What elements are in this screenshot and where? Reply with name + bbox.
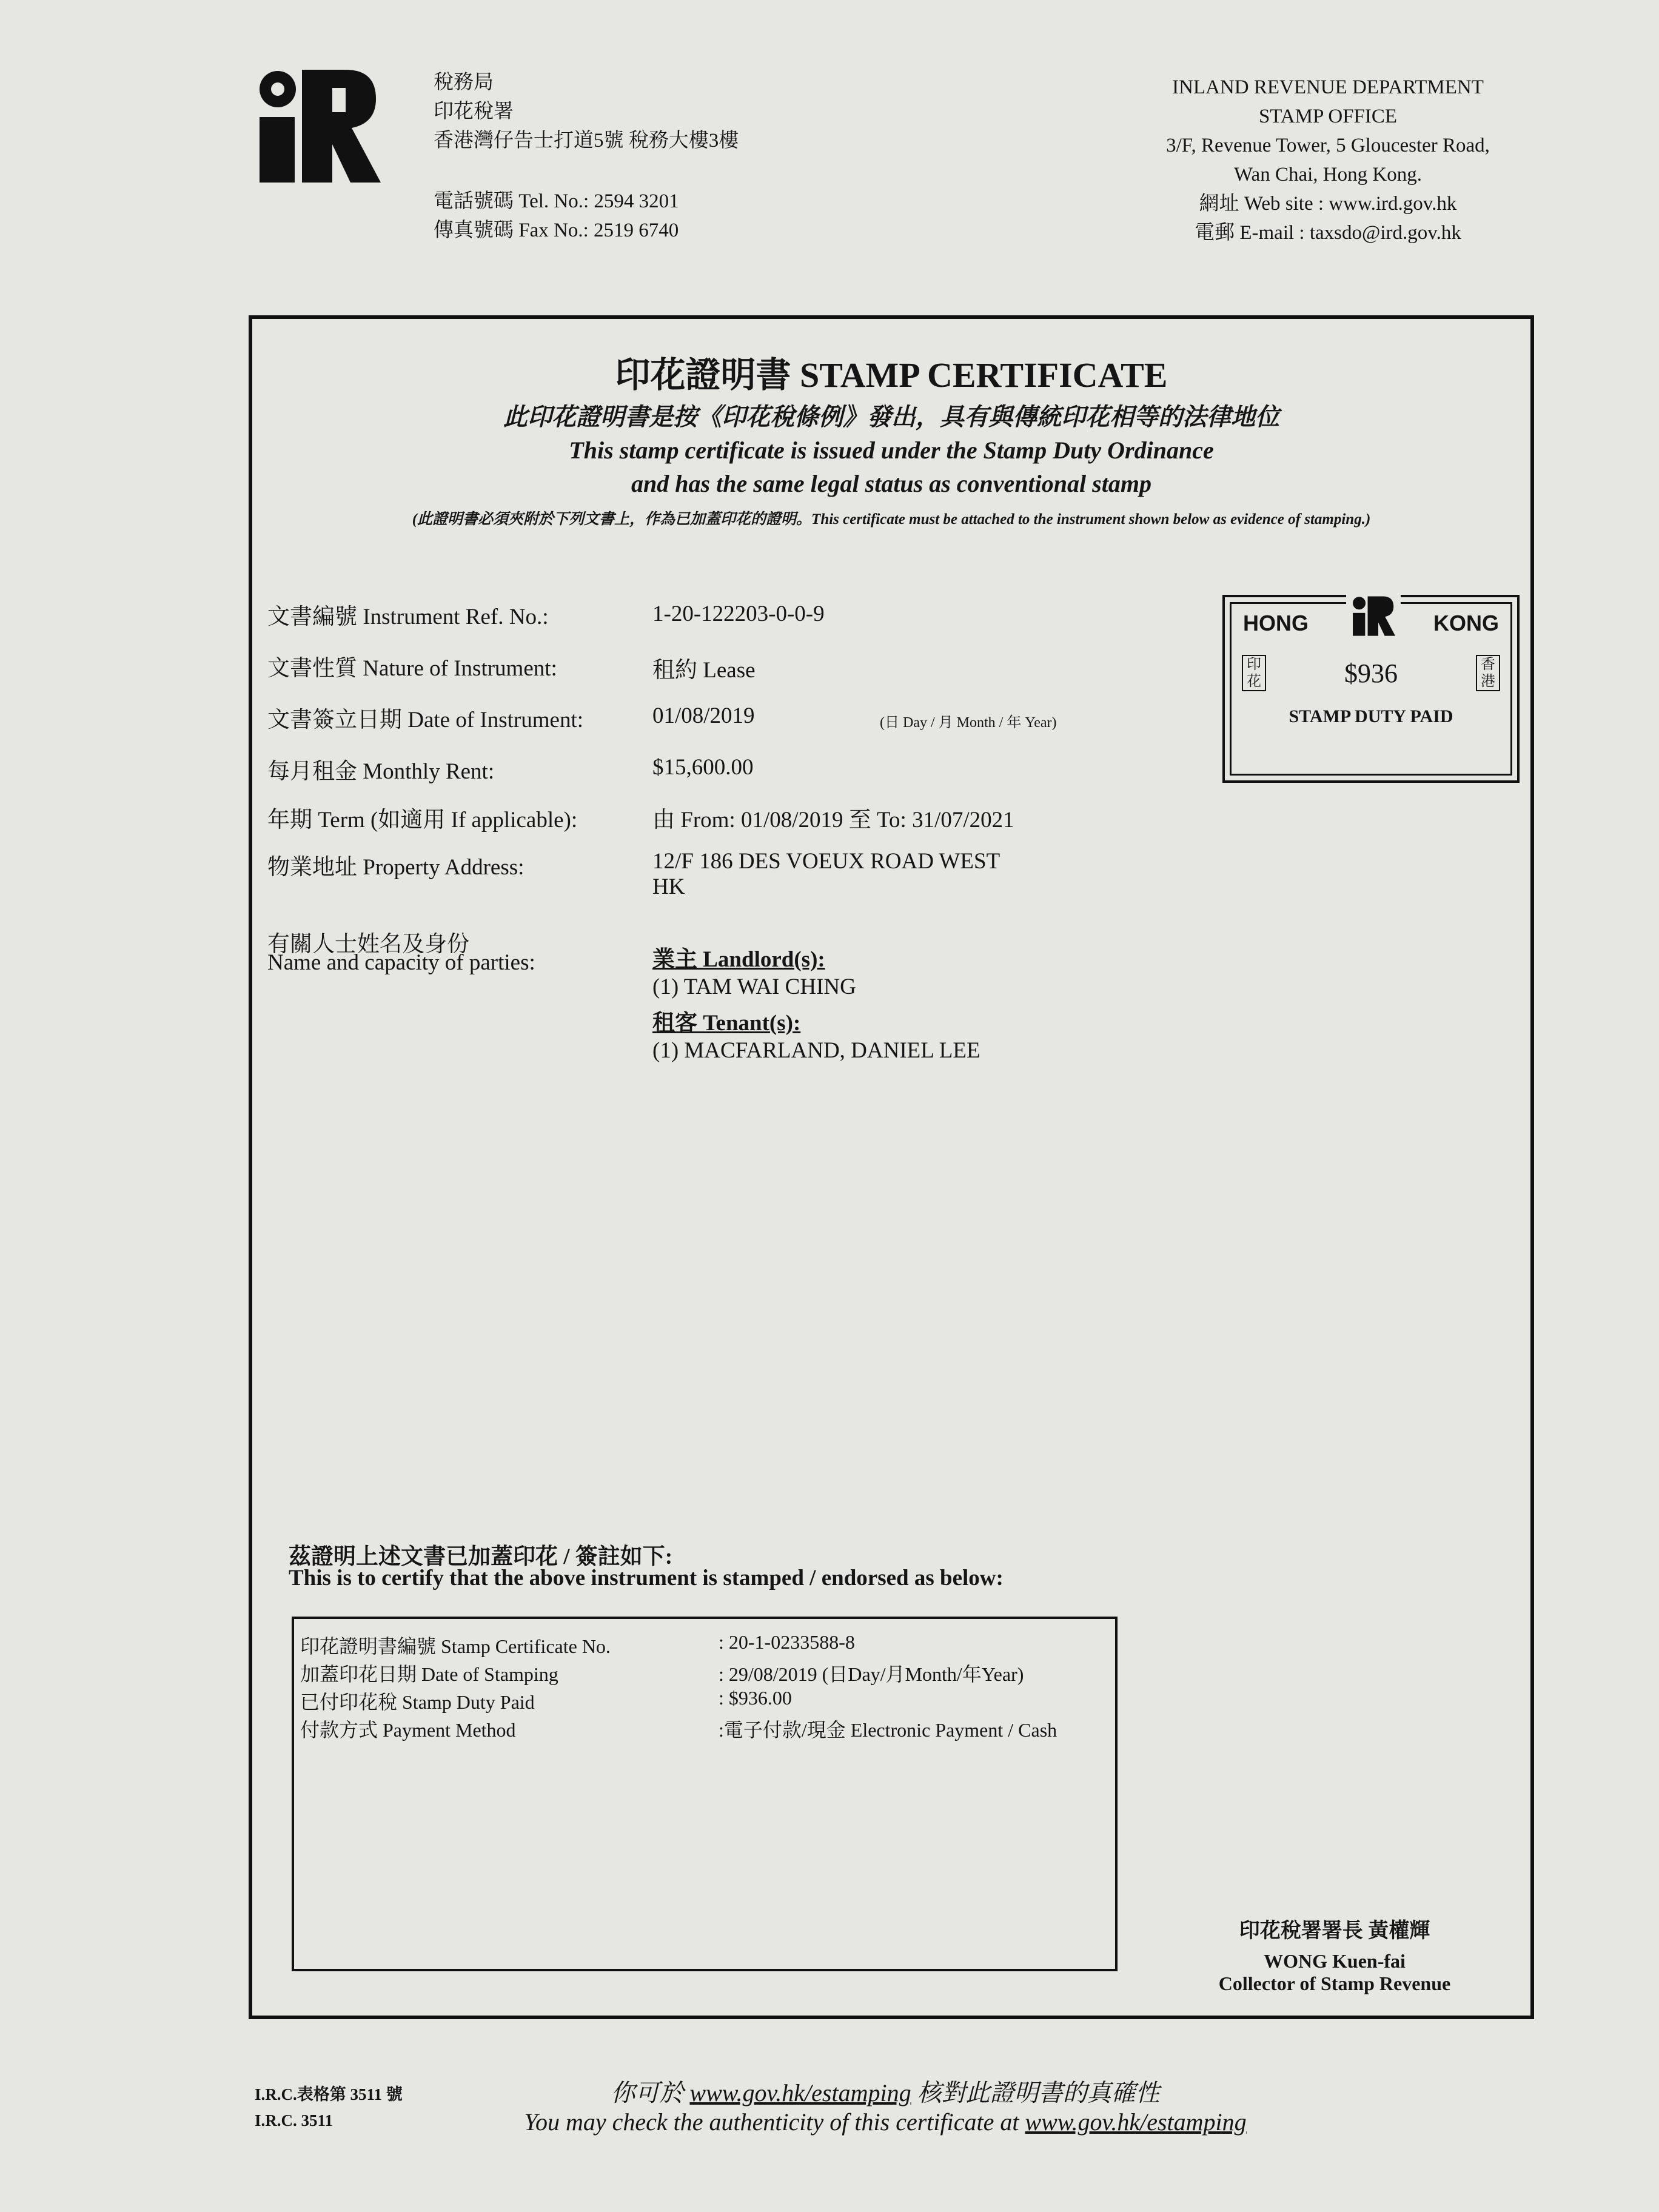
header-right	[1128, 73, 1528, 247]
header-tel: 電話號碼 Tel. No.: 2594 3201	[434, 190, 679, 212]
parties-label-zh: 有關人士姓名及身份	[267, 932, 469, 957]
date-format: (日 Day / 月 Month / 年 Year)	[880, 715, 1057, 731]
ref-label: 文書編號 Instrument Ref. No.:	[267, 605, 549, 629]
cert-no-label: 印花證明書編號 Stamp Certificate No.	[300, 1635, 611, 1657]
term-value: 由 From: 01/08/2019 至 To: 31/07/2021	[652, 808, 1014, 833]
header-zh-address: 香港灣仔告士打道5號 稅務大樓3樓	[434, 130, 739, 152]
stamping-date-label: 加蓋印花日期 Date of Stamping	[300, 1663, 558, 1685]
signature-name: WONG Kuen-fai	[1264, 1950, 1406, 1972]
certificate-title: 印花證明書 STAMP CERTIFICATE	[615, 355, 1168, 395]
header-en-addr2: Wan Chai, Hong Kong.	[1234, 164, 1422, 186]
parties-label-en: Name and capacity of parties:	[267, 950, 535, 975]
certify-en: This is to certify that the above instrument is stamped / endorsed as below:	[289, 1566, 1004, 1590]
header-zh-office: 印花稅署	[434, 101, 514, 122]
ird-logo	[255, 64, 382, 185]
footer-check-en	[482, 2108, 1289, 2136]
certificate-note: (此證明書必須夾附於下列文書上，作為已加蓋印花的證明。This certificate must be attached to the instrument shown below as evidence of stamping.)	[412, 511, 1371, 528]
header-en-office: STAMP OFFICE	[1258, 106, 1398, 127]
duty-paid-label: 已付印花稅 Stamp Duty Paid	[300, 1691, 535, 1713]
endorsement-box	[292, 1617, 1118, 1971]
stamp-duty-mark	[1222, 595, 1520, 783]
header-web: 網址 Web site : www.ird.gov.hk	[1199, 193, 1457, 215]
footer-form-en: I.R.C. 3511	[255, 2111, 333, 2130]
stamp-kong: KONG	[1433, 611, 1499, 635]
footer-check-zh-pre: 你可於	[611, 2079, 690, 2106]
duty-paid-value: : $936.00	[719, 1687, 792, 1709]
rent-label: 每月租金 Monthly Rent:	[267, 759, 495, 784]
term-label: 年期 Term (如適用 If applicable):	[267, 808, 578, 833]
stamp-amount: $936	[1344, 659, 1398, 688]
stamp-side-left: 印花	[1242, 655, 1266, 691]
signature-title: Collector of Stamp Revenue	[1218, 1972, 1451, 1994]
header-en-addr1: 3/F, Revenue Tower, 5 Gloucester Road,	[1166, 135, 1490, 156]
rent-value: $15,600.00	[652, 755, 754, 780]
header-email: 電郵 E-mail : taxsdo@ird.gov.hk	[1195, 222, 1461, 244]
certificate-subtitle-zh: 此印花證明書是按《印花稅條例》發出，具有與傳統印花相等的法律地位	[503, 403, 1279, 431]
stamp-side-right: 香港	[1476, 655, 1500, 691]
estamping-link-zh[interactable]: www.gov.hk/estamping	[689, 2079, 911, 2106]
header-zh-dept: 稅務局	[434, 72, 494, 93]
stamp-hong: HONG	[1243, 611, 1309, 635]
address-line1: 12/F 186 DES VOEUX ROAD WEST	[652, 849, 1000, 874]
certificate-subtitle-en2: and has the same legal status as conventional stamp	[631, 470, 1151, 497]
ref-value: 1-20-122203-0-0-9	[652, 602, 825, 626]
date-value: 01/08/2019	[652, 703, 755, 728]
certificate-frame	[249, 315, 1534, 2019]
nature-label: 文書性質 Nature of Instrument:	[267, 656, 557, 681]
signature-zh: 印花稅署署長 黃權輝	[1239, 1920, 1430, 1942]
footer-check-zh	[482, 2074, 1289, 2108]
tenant-1: (1) MACFARLAND, DANIEL LEE	[652, 1038, 980, 1063]
header-en-dept: INLAND REVENUE DEPARTMENT	[1172, 76, 1484, 98]
address-line2: HK	[652, 874, 685, 899]
landlord-heading: 業主 Landlord(s):	[652, 947, 825, 972]
header-fax: 傳真號碼 Fax No.: 2519 6740	[434, 220, 679, 241]
date-label: 文書簽立日期 Date of Instrument:	[267, 708, 583, 732]
payment-method-label: 付款方式 Payment Method	[300, 1719, 516, 1741]
landlord-1: (1) TAM WAI CHING	[652, 974, 856, 999]
stamp-ir-icon	[1346, 594, 1401, 637]
footer-check-en-pre: You may check the authenticity of this certificate at	[524, 2108, 1025, 2136]
address-label: 物業地址 Property Address:	[267, 855, 525, 880]
estamping-link-en[interactable]: www.gov.hk/estamping	[1025, 2108, 1247, 2136]
payment-method-value: :電子付款/現金 Electronic Payment / Cash	[719, 1719, 1057, 1741]
footer-form-zh: I.R.C.表格第 3511 號	[255, 2085, 403, 2103]
stamp-label: STAMP DUTY PAID	[1289, 706, 1453, 726]
nature-value: 租約 Lease	[652, 658, 756, 683]
tenant-heading: 租客 Tenant(s):	[652, 1011, 801, 1036]
certify-zh: 茲證明上述文書已加蓋印花 / 簽註如下:	[289, 1544, 673, 1569]
footer-check-zh-post: 核對此證明書的真確性	[911, 2079, 1160, 2106]
cert-no-value: : 20-1-0233588-8	[719, 1631, 855, 1653]
stamping-date-value: : 29/08/2019 (日Day/月Month/年Year)	[719, 1663, 1024, 1685]
certificate-subtitle-en1: This stamp certificate is issued under the Stamp Duty Ordinance	[569, 437, 1214, 464]
